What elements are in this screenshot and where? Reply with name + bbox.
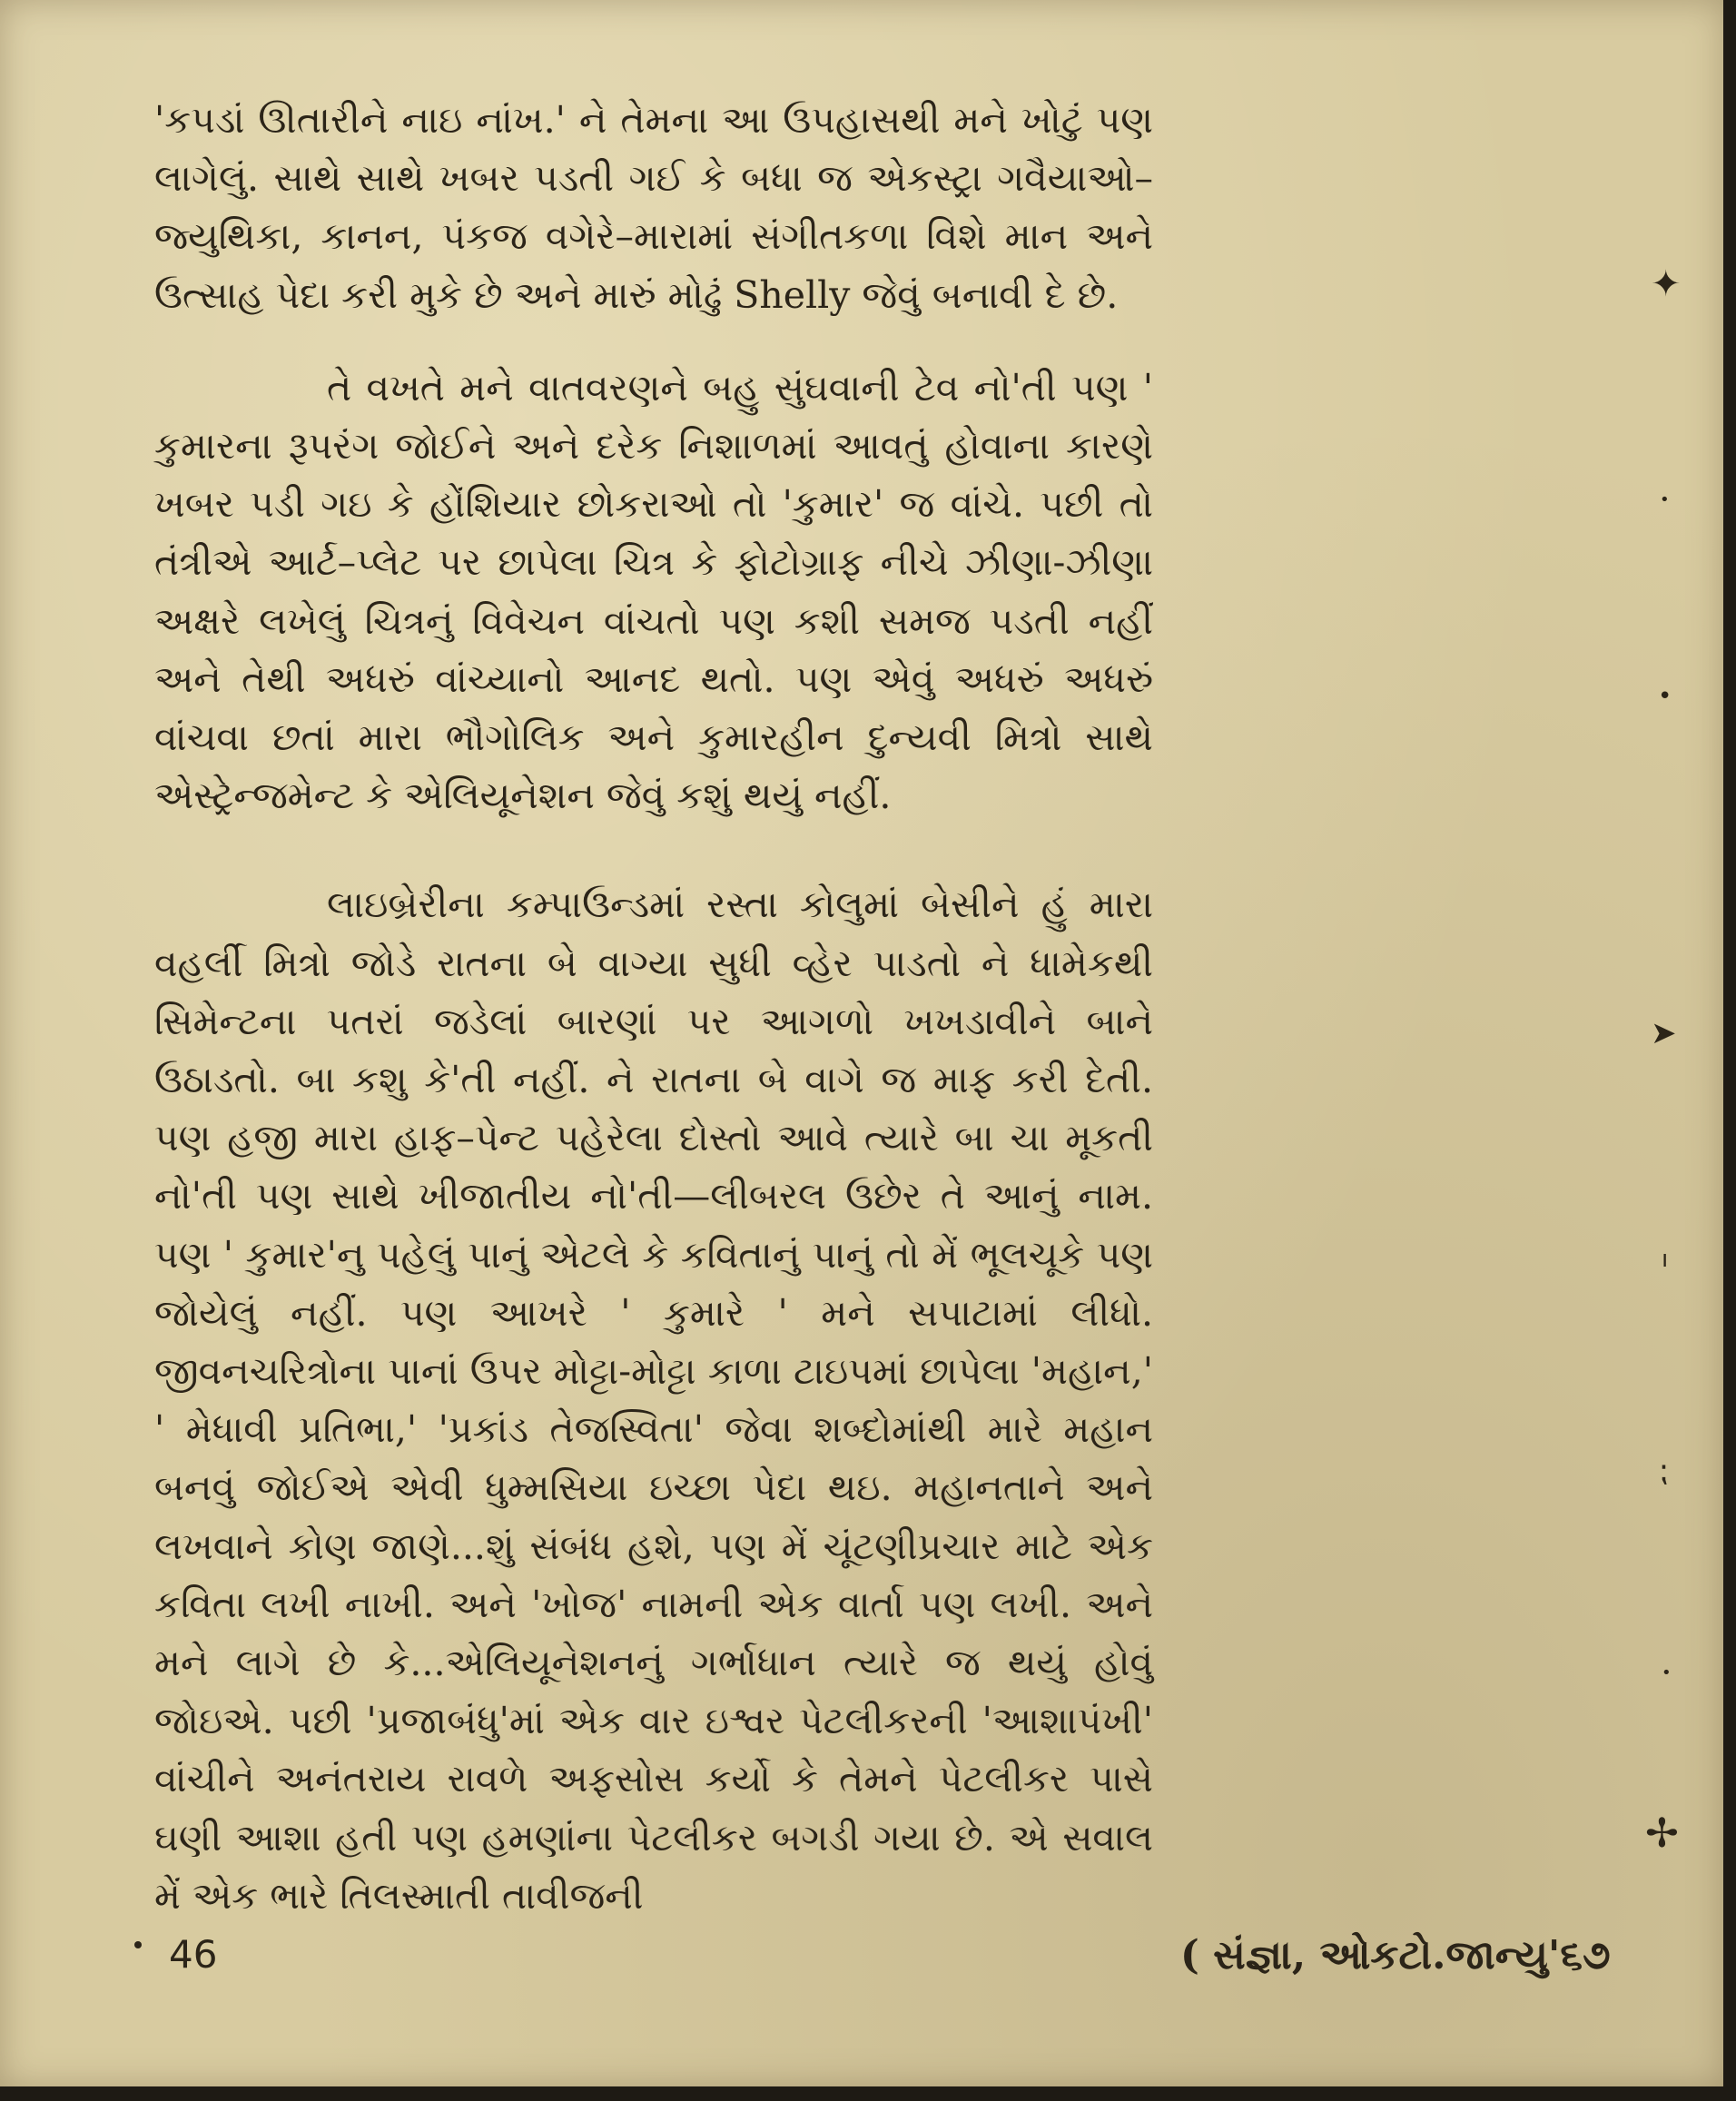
body-text [154, 91, 1153, 1925]
scan-edge-right [1723, 0, 1736, 2101]
margin-mark-icon: • [1660, 490, 1670, 509]
margin-mark-icon: ✦ [1651, 263, 1682, 305]
paragraph-3: લાઇબ્રેરીના કમ્પાઉન્ડમાં રસ્તા કોલુમાં બેસીને હું મારા વહર્લી મિત્રો જોડે રાતના બે વાગ્યા સુધી વ્હેર પાડતો ને ધામેકથી સિમેન્ટના પતરાં જડેલાં બારણાં પર આગળો ખખડાવીને બાને ઉઠાડતો. બા કશુ કે'તી નહીં. ને રાતના બે વાગે જ માફ કરી દેતી. પણ હજી મારા હાફ–પેન્ટ પહેરેલા દોસ્તો આવે ત્યારે બા ચા મૂકતી નો'તી પણ સાથે ખીજાતીય નો'તી—લીબરલ ઉછેર તે આનું નામ. પણ ' કુમાર'નુ પહેલું પાનું એટલે કે કવિતાનું પાનું તો મેં ભૂલચૂકે પણ જોયેલું નહીં. પણ આખરે ' કુમારે ' મને સપાટામાં લીધો. જીવનચરિત્રોના પાનાં ઉપર મોટ્ટા-મોટ્ટા કાળા ટાઇપમાં છાપેલા 'મહાન,' ' મેધાવી પ્રતિભા,' 'પ્રકાંડ તેજસ્વિતા' જેવા શબ્દોમાંથી મારે મહાન બનવું જોઈએ એવી ધુમ્મસિયા ઇચ્છા પેદા થઇ. મહાનતાને અને લખવાને કોણ જાણે...શું સંબંધ હશે, પણ મેં ચૂંટણીપ્રચાર માટે એક કવિતા લખી નાખી. અને 'ખોજ' નામની એક વાર્તા પણ લખી. અને મને લાગે છે કે...એલિયૂનેશનનું ગર્ભાધાન ત્યારે જ થયું હોવું જોઇએ. પછી 'પ્રજાબંધુ'માં એક વાર ઇશ્વર પેટલીકરની 'આશાપંખી' વાંચીને અનંતરાય રાવળે અફસોસ કર્યો કે તેમને પેટલીકર પાસે ઘણી આશા હતી પણ હમણાંના પેટલીકર બગડી ગયા છે. એ સવાલ મેં એક ભારે તિલસ્માતી તાવીજની [154, 883, 1153, 1918]
source-citation: ( સંજ્ઞા, ઓકટો.જાન્યુ'૬૭ [1180, 1932, 1611, 1978]
paragraph-1: 'કપડાં ઊતારીને નાઇ નાંખ.' ને તેમના આ ઉપહાસથી મને ખોટું પણ લાગેલું. સાથે સાથે ખબર પડતી ગઈ કે બધા જ એકસ્ટ્રા ગવૈયાઓ–જ્યુથિકા, કાનન, પંકજ વગેરે–મારામાં સંગીતકળા વિશે માન અને ઉત્સાહ પેદા કરી મુકે છે અને મારું મોઢું Shelly જેવું બનાવી દે છે. [154, 98, 1154, 317]
paragraph-2: તે વખતે મને વાતવરણને બહુ સુંઘવાની ટેવ નો'તી પણ ' કુમારના રૂપરંગ જોઈને અને દરેક નિશાળમાં આવતું હોવાના કારણે ખબર પડી ગઇ કે હોંશિયાર છોકરાઓ તો 'કુમાર' જ વાંચે. પછી તો તંત્રીએ આર્ટ–પ્લેટ પર છાપેલા ચિત્ર કે ફોટોગ્રાફ નીચે ઝીણા-ઝીણા અક્ષરે લખેલું ચિત્રનું વિવેચન વાંચતો પણ કશી સમજ પડતી નહીં અને તેથી અધરું વાંચ્યાનો આનદ થતો. પણ એવું અધરું અધરું વાંચવા છતાં મારા ભૌગોલિક અને કુમારહીન દુન્યવી મિત્રો સાથે એસ્ટ્રેન્જમેન્ટ કે એલિયૂનેશન જેવું કશું થયું નહીં. [154, 365, 1153, 818]
page-number: 46 [169, 1932, 218, 1977]
margin-mark-icon: • [1662, 1663, 1672, 1682]
margin-mark-icon: ➤ [1651, 1015, 1677, 1051]
margin-mark-icon: ı [1662, 1246, 1669, 1273]
margin-mark-icon: ✢ [1645, 1810, 1679, 1857]
margin-mark-icon: ⁏ [1658, 1453, 1669, 1489]
page-dot [134, 1941, 142, 1948]
margin-mark-icon: • [1658, 683, 1672, 710]
scan-edge-bottom [0, 2086, 1736, 2101]
